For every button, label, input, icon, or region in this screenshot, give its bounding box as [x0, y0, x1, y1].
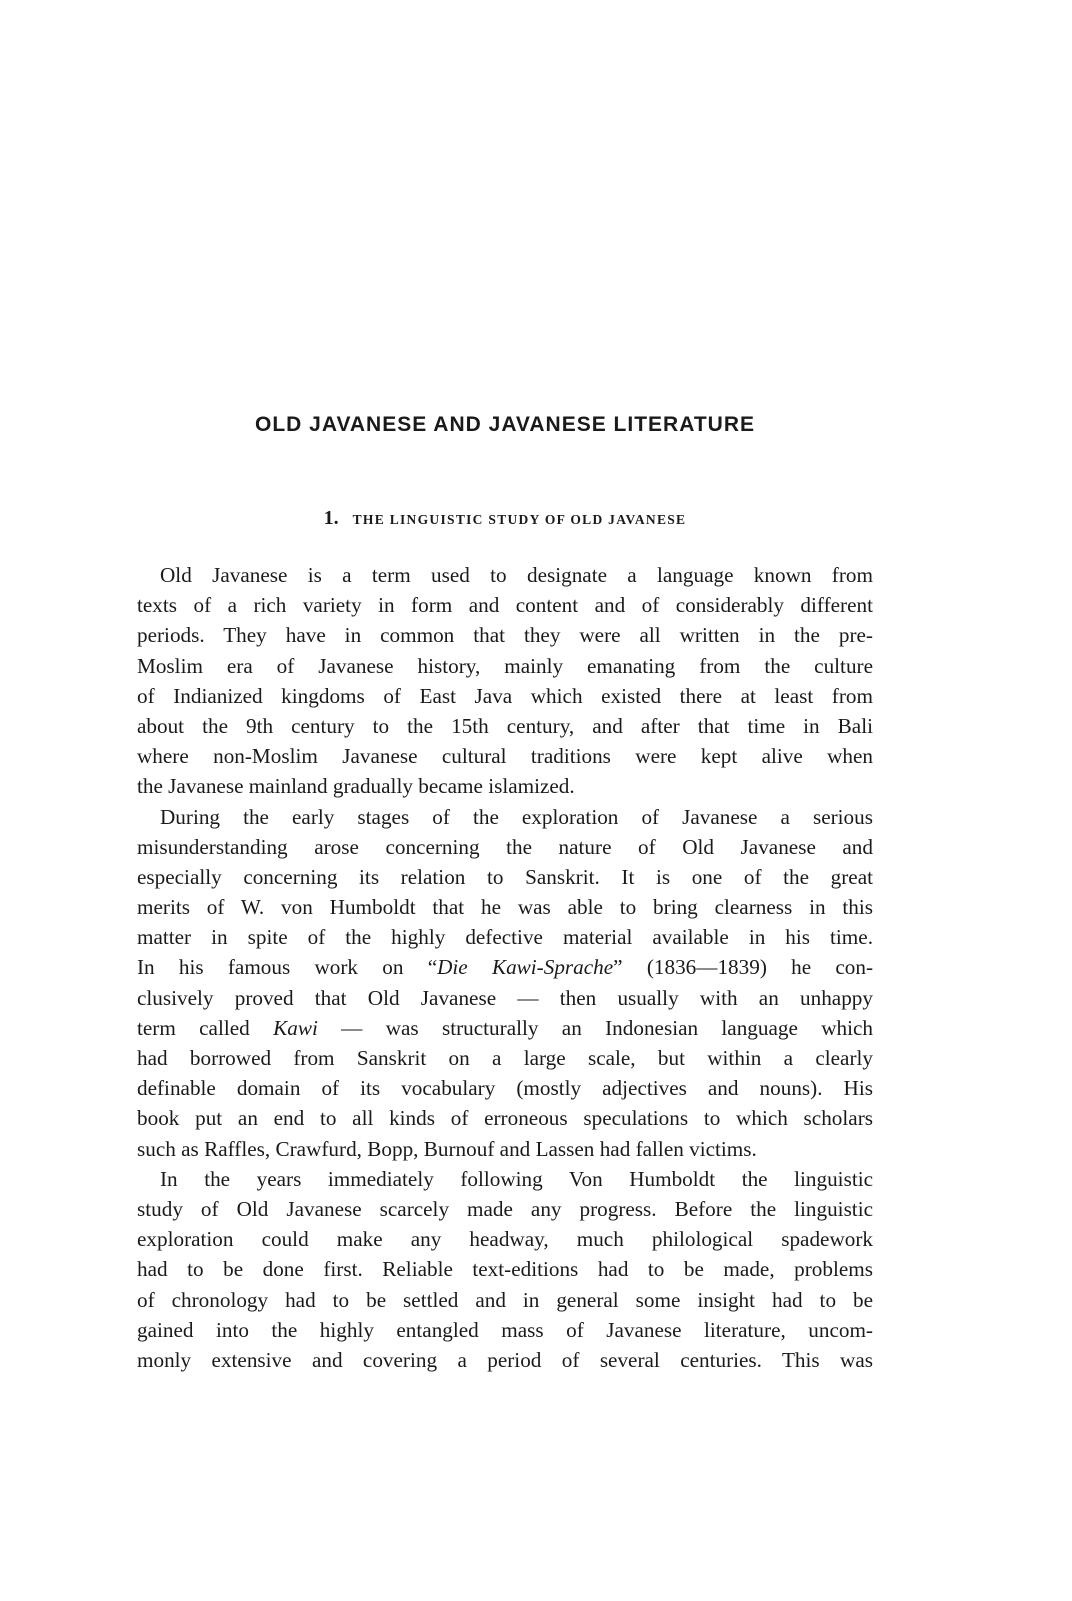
line-lead: term called — [137, 1015, 250, 1040]
italic-work-title: Die Kawi-Sprache — [437, 955, 614, 980]
text-line: about the 9th century to the 15th century, and after that time in Bali — [137, 713, 873, 738]
text-line: the Javanese mainland gradually became islamized. — [137, 774, 575, 799]
text-line-with-term — [137, 1013, 873, 1043]
text-line: matter in spite of the highly defective material available in his time. — [137, 925, 873, 950]
section-heading — [0, 507, 1010, 530]
text-line: During the early stages of the exploration of Javanese a serious — [160, 804, 873, 829]
text-line: Old Javanese is a term used to designate a language known from — [160, 563, 873, 587]
text-line: clusively proved that Old Javanese — then usually with an unhappy — [137, 985, 873, 1010]
chapter-title: OLD JAVANESE AND JAVANESE LITERATURE — [255, 413, 755, 436]
text-line: such as Raffles, Crawfurd, Bopp, Burnouf and Lassen had fallen victims. — [137, 1136, 757, 1161]
text-line: study of Old Javanese scarcely made any progress. Before the linguistic — [137, 1196, 873, 1221]
text-line: book put an end to all kinds of erroneous speculations to which scholars — [137, 1106, 873, 1131]
text-line: periods. They have in common that they were all written in the pre- — [137, 623, 873, 648]
text-line: merits of W. von Humboldt that he was able to bring clearness in this — [137, 895, 873, 920]
text-line: definable domain of its vocabulary (mostly adjectives and nouns). His — [137, 1076, 873, 1101]
text-line: misunderstanding arose concerning the nature of Old Javanese and — [137, 834, 873, 859]
italic-term: Kawi — [273, 1015, 318, 1040]
text-line-with-work: In his famous work on “Die Kawi-Sprache” (1836—1839) he con- — [137, 955, 873, 980]
section-number: 1. — [323, 507, 339, 529]
text-line: where non-Moslim Javanese cultural traditions were kept alive when — [137, 744, 873, 769]
section-title: THE LINGUISTIC STUDY OF OLD JAVANESE — [352, 512, 687, 527]
text-line: of chronology had to be settled and in general some insight had to be — [137, 1287, 873, 1312]
text-line: of Indianized kingdoms of East Java which existed there at least from — [137, 683, 873, 708]
line-tail: (1836—1839) he con- — [622, 955, 873, 980]
line-tail: — was structurally an Indonesian language which — [317, 1015, 874, 1040]
text-line: Moslim era of Javanese history, mainly emanating from the culture — [137, 653, 873, 678]
line-lead: In his famous work on — [137, 955, 404, 980]
body-text — [137, 560, 873, 1375]
text-line: In the years immediately following Von Humboldt the linguistic — [160, 1166, 873, 1191]
text-line: exploration could make any headway, much philological spadework — [137, 1227, 873, 1252]
text-line: had borrowed from Sanskrit on a large scale, but within a clearly — [137, 1046, 873, 1070]
text-line: especially concerning its relation to Sanskrit. It is one of the great — [137, 864, 873, 889]
text-line: monly extensive and covering a period of several centuries. This was — [137, 1347, 873, 1372]
text-line: gained into the highly entangled mass of Javanese literature, uncom- — [137, 1317, 873, 1342]
text-line: texts of a rich variety in form and content and of considerably different — [137, 593, 873, 618]
text-line: had to be done first. Reliable text-editions had to be made, problems — [137, 1257, 873, 1282]
